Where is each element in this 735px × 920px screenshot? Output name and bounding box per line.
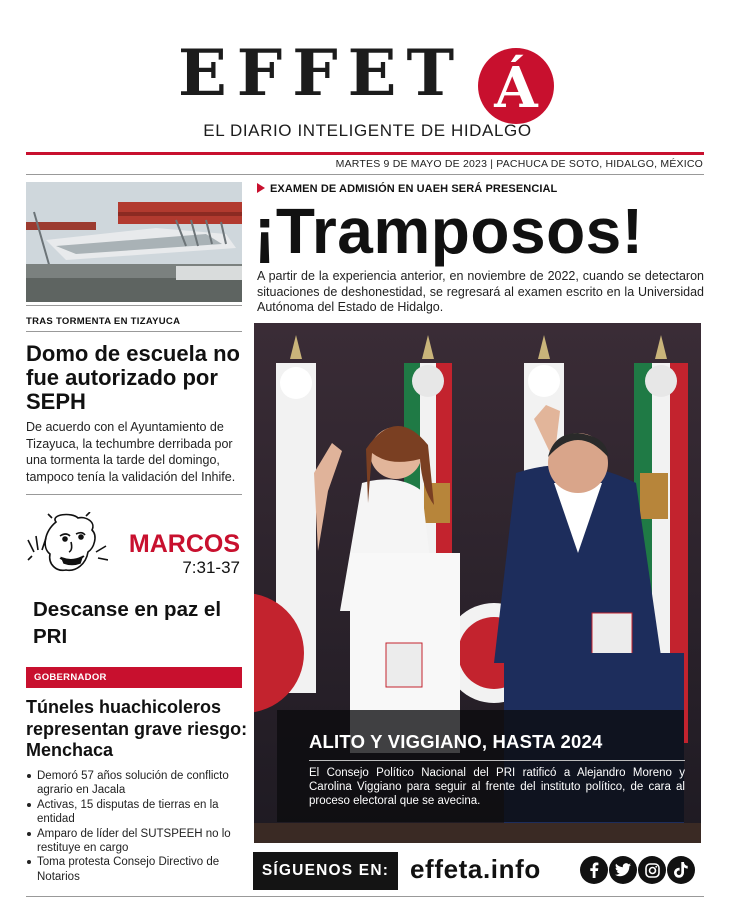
- twitter-icon[interactable]: [609, 856, 637, 884]
- dateline-divider: [26, 174, 704, 175]
- facebook-icon[interactable]: [580, 856, 608, 884]
- photo-caption-body: El Consejo Político Nacional del PRI ratificó a Alejandro Moreno y Carolina Viggiano para seguir al frente del instituto político, de cara al proceso electoral que se avecina.: [309, 767, 685, 807]
- caption-divider: [309, 760, 685, 761]
- follow-us-label: SÍGUENOS EN:: [253, 852, 398, 890]
- tiktok-glyph: [674, 862, 688, 878]
- column-author: MARCOS: [128, 530, 240, 558]
- brief-item[interactable]: Demoró 57 años solución de conflicto agrario en Jacala: [26, 769, 248, 798]
- instagram-icon[interactable]: [638, 856, 666, 884]
- story-kicker: TRAS TORMENTA EN TIZAYUCA: [26, 316, 181, 327]
- divider: [26, 494, 242, 495]
- caricature-drawing: [26, 512, 108, 582]
- story-headline[interactable]: Domo de escuela no fue autorizado por SEPH: [26, 341, 240, 414]
- logo-badge: [478, 48, 554, 124]
- story-headline[interactable]: Túneles huachicoleros representan grave riesgo: Menchaca: [26, 697, 248, 760]
- divider: [26, 331, 242, 332]
- photo-caption-headline[interactable]: ALITO Y VIGGIANO, HASTA 2024: [309, 731, 603, 752]
- tiktok-icon[interactable]: [667, 856, 695, 884]
- collapsed-dome-illustration: [26, 182, 242, 302]
- lead-kicker: [257, 183, 557, 195]
- cartoonist-caricature: [26, 512, 108, 582]
- logo-wordmark: EFFET: [178, 36, 465, 111]
- triangle-bullet-icon: [257, 183, 265, 193]
- logo-letter: Á: [494, 55, 538, 121]
- facebook-glyph: [587, 862, 601, 878]
- tagline: EL DIARIO INTELIGENTE DE HIDALGO: [203, 121, 532, 140]
- newspaper-logo[interactable]: [178, 30, 568, 122]
- brief-item[interactable]: Activas, 15 disputas de tierras en la entidad: [26, 798, 248, 827]
- brief-list: [26, 769, 248, 884]
- dateline: MARTES 9 DE MAYO DE 2023 | PACHUCA DE SOTO, HIDALGO, MÉXICO: [335, 158, 703, 170]
- lead-deck: A partir de la experiencia anterior, en noviembre de 2022, cuando se detectaron situaciones de deshonestidad, se regresará al examen escrito en la Universidad Autónoma del Estado de Hidalgo.: [257, 269, 704, 315]
- masthead-divider: [26, 152, 704, 155]
- column-title[interactable]: Descanse en paz el PRI: [33, 598, 222, 648]
- divider: [26, 305, 242, 306]
- brief-item[interactable]: Toma protesta Consejo Directivo de Notarios: [26, 855, 248, 884]
- lead-headline[interactable]: ¡Tramposos!: [254, 195, 644, 267]
- collapsed-dome-photo[interactable]: [26, 182, 242, 302]
- column-reference: 7:31-37: [182, 558, 240, 577]
- lead-kicker-text: EXAMEN DE ADMISIÓN EN UAEH SERÁ PRESENCIAL: [270, 183, 558, 195]
- section-label: GOBERNADOR: [26, 667, 242, 688]
- story-summary: De acuerdo con el Ayuntamiento de Tizayuca, la techumbre derribada por una tormenta la tarde del domingo, tampoco tenía la validación del Inhife.: [26, 420, 236, 484]
- instagram-glyph: [645, 863, 660, 878]
- website-link[interactable]: effeta.info: [410, 854, 541, 884]
- brief-item[interactable]: Amparo de líder del SUTSPEEH no lo restituye en cargo: [26, 827, 248, 856]
- twitter-glyph: [615, 863, 631, 877]
- footer-divider: [26, 896, 704, 897]
